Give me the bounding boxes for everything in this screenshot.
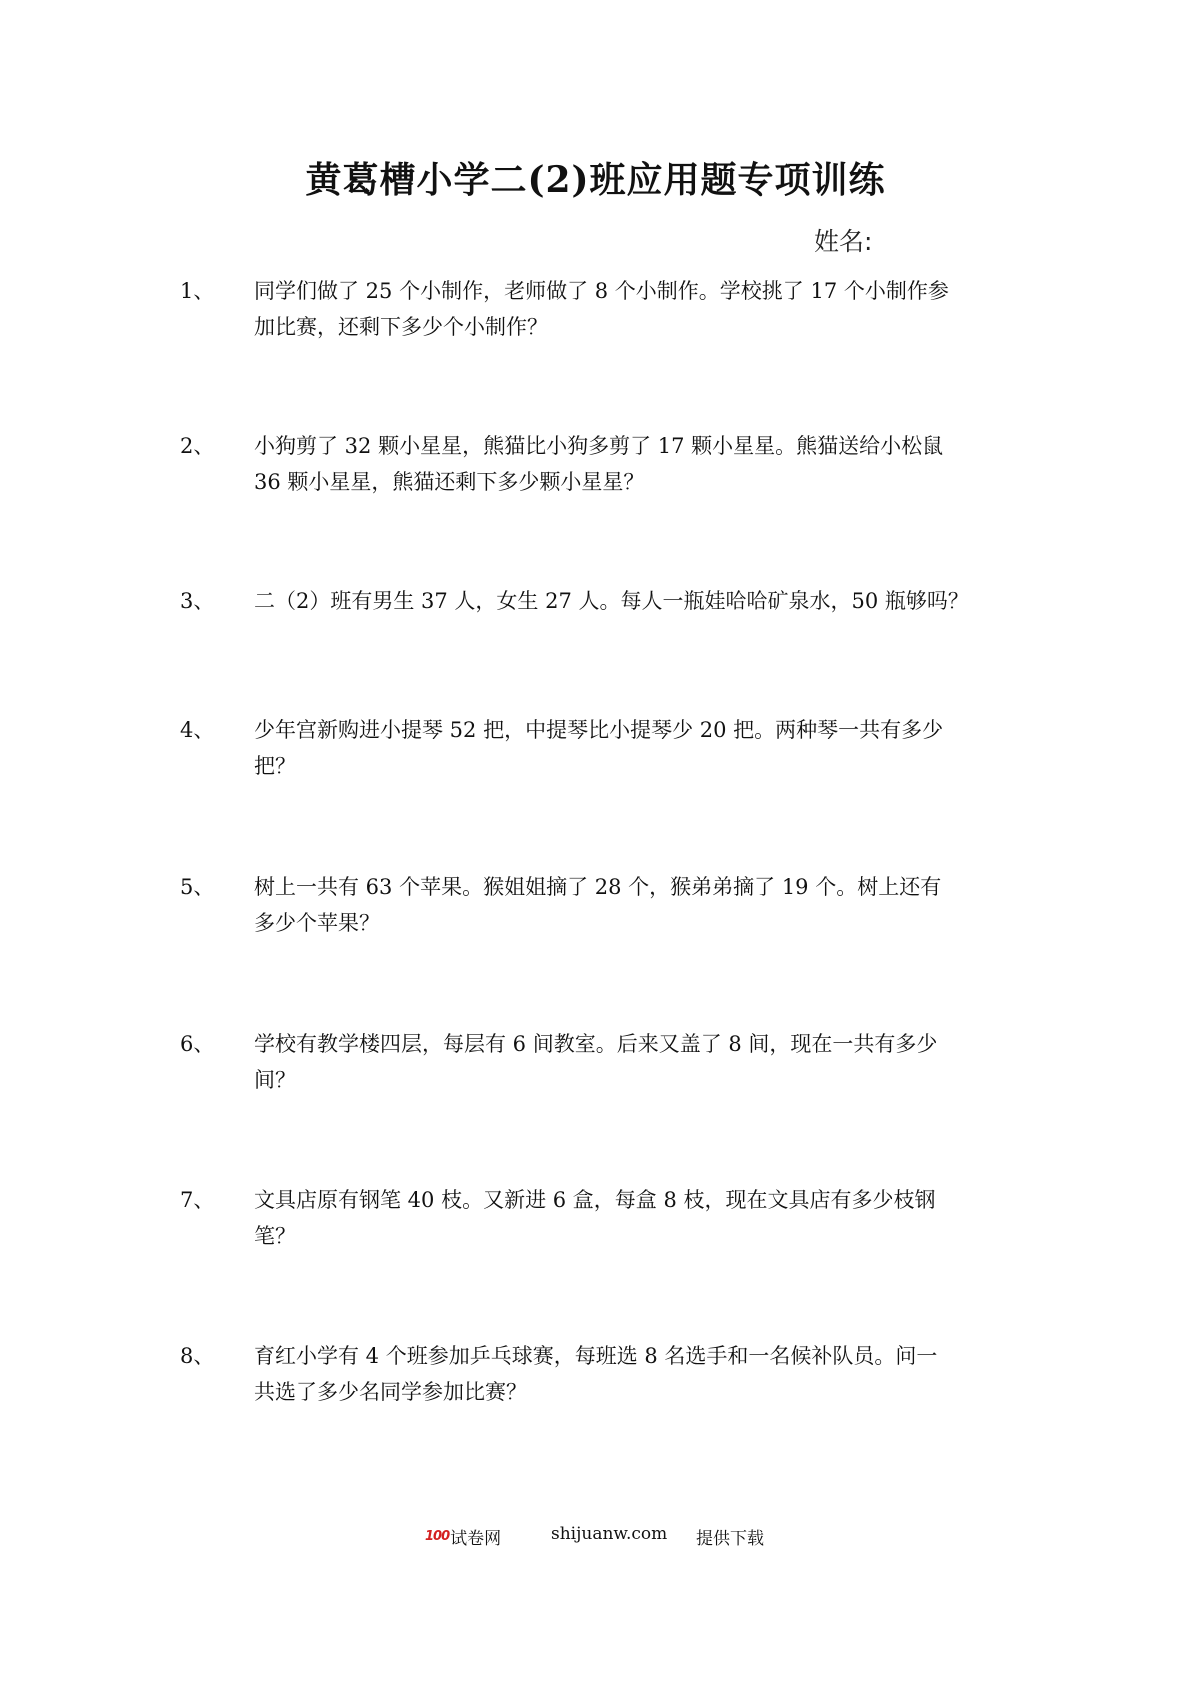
site-url[interactable]: shijuanw.com bbox=[551, 1524, 668, 1544]
question-item bbox=[0, 428, 1191, 508]
question-number: 2、 bbox=[180, 434, 215, 458]
question-text bbox=[254, 583, 1014, 619]
question-line: 育红小学有 4 个班参加乒乓球赛，每班选 8 名选手和一名候补队员。问一 bbox=[254, 1344, 938, 1368]
question-number: 3、 bbox=[180, 589, 215, 613]
logo-mark: 100 bbox=[425, 1529, 450, 1544]
question-line: 少年宫新购进小提琴 52 把，中提琴比小提琴少 20 把。两种琴一共有多少 bbox=[254, 718, 944, 742]
question-item bbox=[0, 273, 1191, 353]
question-number: 5、 bbox=[180, 875, 215, 899]
question-item bbox=[0, 712, 1191, 792]
name-field-label: 姓名: bbox=[814, 227, 873, 256]
question-line: 文具店原有钢笔 40 枝。又新进 6 盒，每盒 8 枝，现在文具店有多少枝钢 bbox=[254, 1188, 936, 1212]
page-title: 黄葛槽小学二(2)班应用题专项训练 bbox=[305, 159, 886, 201]
question-line: 间？ bbox=[254, 1068, 296, 1092]
question-line: 小狗剪了 32 颗小星星，熊猫比小狗多剪了 17 颗小星星。熊猫送给小松鼠 bbox=[254, 434, 944, 458]
question-text bbox=[254, 1338, 1014, 1410]
page-footer bbox=[0, 1524, 1191, 1554]
question-line: 36 颗小星星，熊猫还剩下多少颗小星星？ bbox=[254, 470, 645, 494]
question-line: 共选了多少名同学参加比赛？ bbox=[254, 1380, 527, 1404]
question-line: 把？ bbox=[254, 754, 296, 778]
question-text bbox=[254, 1182, 1014, 1254]
provide-download-text: 提供下载 bbox=[696, 1529, 764, 1549]
question-line: 多少个苹果？ bbox=[254, 911, 380, 935]
question-line: 树上一共有 63 个苹果。猴姐姐摘了 28 个，猴弟弟摘了 19 个。树上还有 bbox=[254, 875, 942, 899]
question-item bbox=[0, 583, 1191, 663]
question-text bbox=[254, 712, 1014, 784]
question-line: 二（2）班有男生 37 人，女生 27 人。每人一瓶娃哈哈矿泉水，50 瓶够吗？ bbox=[254, 589, 969, 613]
question-number: 1、 bbox=[180, 279, 215, 303]
logo-text: 试卷网 bbox=[450, 1529, 502, 1549]
question-item bbox=[0, 1026, 1191, 1106]
question-text bbox=[254, 273, 1014, 345]
question-line: 同学们做了 25 个小制作，老师做了 8 个小制作。学校挑了 17 个小制作参 bbox=[254, 279, 949, 303]
site-logo bbox=[425, 1524, 501, 1549]
question-text bbox=[254, 1026, 1014, 1098]
question-item bbox=[0, 1182, 1191, 1262]
question-item bbox=[0, 869, 1191, 949]
question-number: 8、 bbox=[180, 1344, 215, 1368]
question-item bbox=[0, 1338, 1191, 1418]
question-line: 学校有教学楼四层，每层有 6 间教室。后来又盖了 8 间，现在一共有多少 bbox=[254, 1032, 938, 1056]
question-number: 7、 bbox=[180, 1188, 215, 1212]
question-text bbox=[254, 428, 1014, 500]
question-line: 笔？ bbox=[254, 1224, 296, 1248]
question-line: 加比赛，还剩下多少个小制作？ bbox=[254, 315, 548, 339]
question-number: 6、 bbox=[180, 1032, 215, 1056]
question-text bbox=[254, 869, 1014, 941]
question-number: 4、 bbox=[180, 718, 215, 742]
